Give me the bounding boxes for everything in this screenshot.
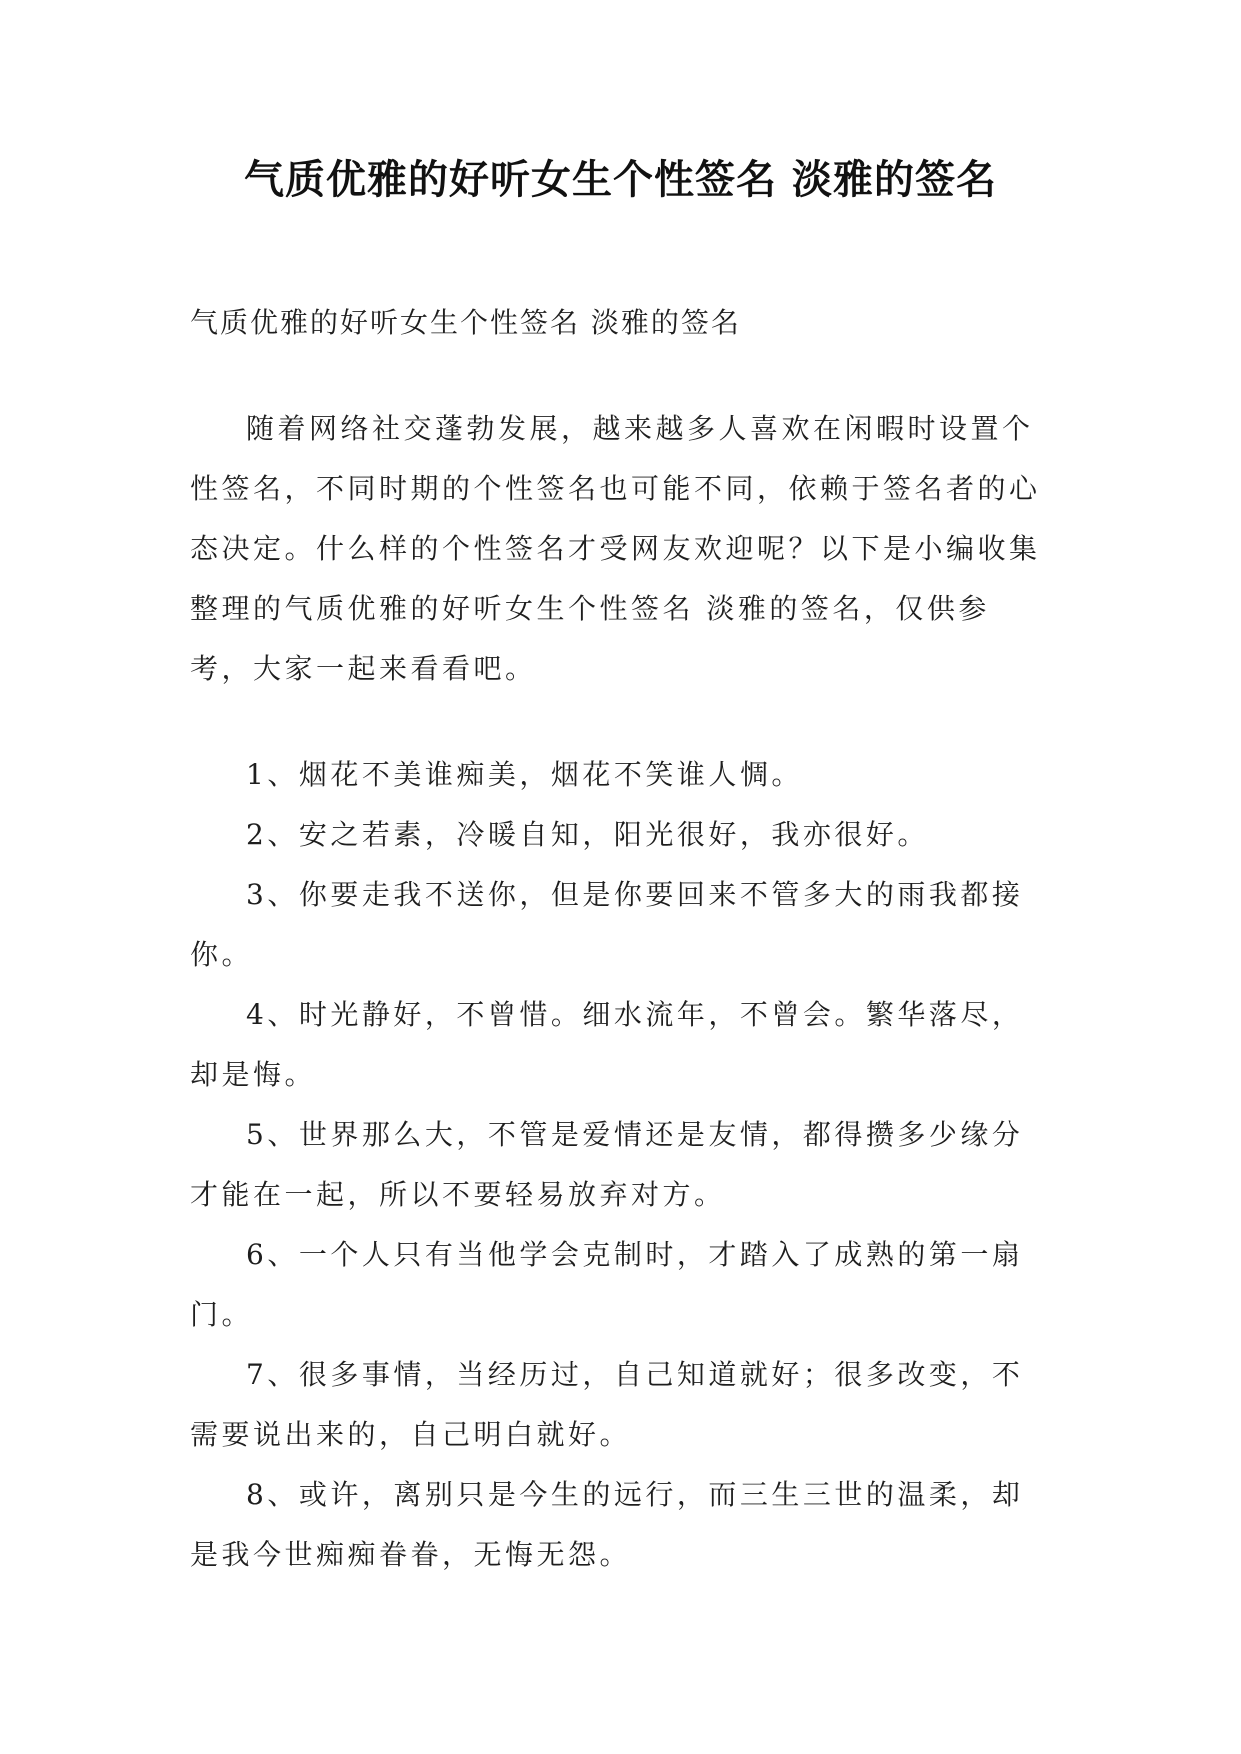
list-item: 6、一个人只有当他学会克制时，才踏入了成熟的第一扇门。: [190, 1238, 1024, 1331]
list-item: 8、或许，离别只是今生的远行，而三生三世的温柔，却是我今世痴痴眷眷，无悔无怨。: [190, 1478, 1024, 1571]
list-item: 5、世界那么大，不管是爱情还是友情，都得攒多少缘分才能在一起，所以不要轻易放弃对方。: [190, 1118, 1024, 1211]
document-title: 气质优雅的好听女生个性签名 淡雅的签名: [244, 156, 997, 203]
document-body: [190, 293, 1052, 1585]
list-item: 3、你要走我不送你，但是你要回来不管多大的雨我都接你。: [190, 878, 1024, 971]
document-subtitle: 气质优雅的好听女生个性签名 淡雅的签名: [190, 306, 741, 339]
list-item: 7、很多事情，当经历过，自己知道就好；很多改变，不需要说出来的，自己明白就好。: [190, 1358, 1024, 1451]
list-item: 1、烟花不美谁痴美，烟花不笑谁人惆。: [246, 758, 803, 791]
list-item: 2、安之若素，冷暖自知，阳光很好，我亦很好。: [246, 818, 929, 851]
list-item: 4、时光静好，不曾惜。细水流年，不曾会。繁华落尽，却是悔。: [190, 998, 1024, 1091]
signature-list: [190, 745, 1052, 1585]
intro-paragraph: 随着网络社交蓬勃发展，越来越多人喜欢在闲暇时设置个性签名，不同时期的个性签名也可能不同，依赖于签名者的心态决定。什么样的个性签名才受网友欢迎呢？以下是小编收集整理的气质优雅的好听女生个性签名 淡雅的签名，仅供参考，大家一起来看看吧。: [190, 412, 1041, 685]
